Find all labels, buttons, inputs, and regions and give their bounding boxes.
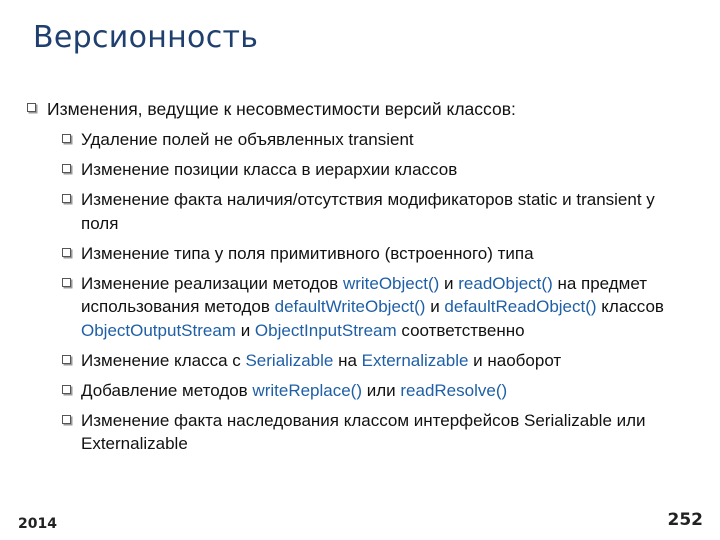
code-identifier: writeObject() <box>342 273 440 293</box>
square-bullet-icon <box>62 248 71 257</box>
list-item <box>62 272 692 343</box>
text-segment: и <box>439 273 459 293</box>
text-segment: и наоборот <box>468 350 562 370</box>
text-segment: Изменение позиции класса в иерархии классов <box>81 160 458 179</box>
list-item-text <box>81 379 507 403</box>
list-item <box>62 188 692 235</box>
slide-title: Версионность <box>33 20 259 55</box>
list-item <box>62 409 692 456</box>
text-segment: или <box>362 380 401 400</box>
footer-year: 2014 <box>18 516 57 532</box>
text-segment: и <box>235 320 255 340</box>
code-identifier: writeReplace() <box>252 380 363 400</box>
square-bullet-icon <box>62 278 71 287</box>
list-item-text <box>81 409 692 456</box>
list-item-text <box>81 128 414 152</box>
text-segment: на <box>333 350 362 370</box>
sub-bullet-list <box>62 128 692 462</box>
text-segment: на предмет использования методов <box>81 273 648 316</box>
code-identifier: Externalizable <box>361 350 469 370</box>
text-segment: Удаление полей не объявленных transient <box>81 130 414 149</box>
square-bullet-icon <box>62 355 71 364</box>
square-bullet-icon <box>27 103 36 112</box>
code-identifier: defaultReadObject() <box>444 297 597 316</box>
square-bullet-icon <box>62 415 71 424</box>
square-bullet-icon <box>62 385 71 394</box>
list-item <box>62 349 692 373</box>
text-segment: соответственно <box>396 320 525 340</box>
list-item-text <box>81 188 692 235</box>
text-segment: классов <box>596 297 664 316</box>
list-item <box>62 379 692 403</box>
code-identifier: ObjectOutputStream <box>81 320 236 340</box>
code-identifier: readObject() <box>458 273 553 293</box>
list-item-text <box>81 349 561 373</box>
square-bullet-icon <box>62 134 71 143</box>
list-item <box>62 128 692 152</box>
text-segment: Изменение реализации методов <box>81 273 343 293</box>
square-bullet-icon <box>62 194 71 203</box>
code-identifier: ObjectInputStream <box>254 320 397 340</box>
list-item-text <box>81 272 692 343</box>
intro-bullet <box>27 97 707 121</box>
code-identifier: Serializable <box>245 350 334 370</box>
text-segment: и <box>425 297 445 316</box>
list-item <box>62 158 692 182</box>
text-segment: Изменение класса с <box>81 350 246 370</box>
code-identifier: readResolve() <box>400 380 508 400</box>
text-segment: Изменение факта наличия/отсутствия модификаторов static и transient у поля <box>81 190 655 233</box>
list-item <box>62 242 692 266</box>
list-item-text <box>81 242 534 266</box>
code-identifier: defaultWriteObject() <box>274 297 426 316</box>
text-segment: Изменение типа у поля примитивного (встроенного) типа <box>81 243 534 263</box>
text-segment: Изменение факта наследования классом интерфейсов Serializable или Externalizable <box>81 410 646 453</box>
square-bullet-icon <box>62 164 71 173</box>
page-number: 252 <box>667 510 703 530</box>
list-item-text <box>81 158 457 182</box>
text-segment: Добавление методов <box>81 380 253 400</box>
intro-text: Изменения, ведущие к несовместимости версий классов: <box>47 99 516 119</box>
